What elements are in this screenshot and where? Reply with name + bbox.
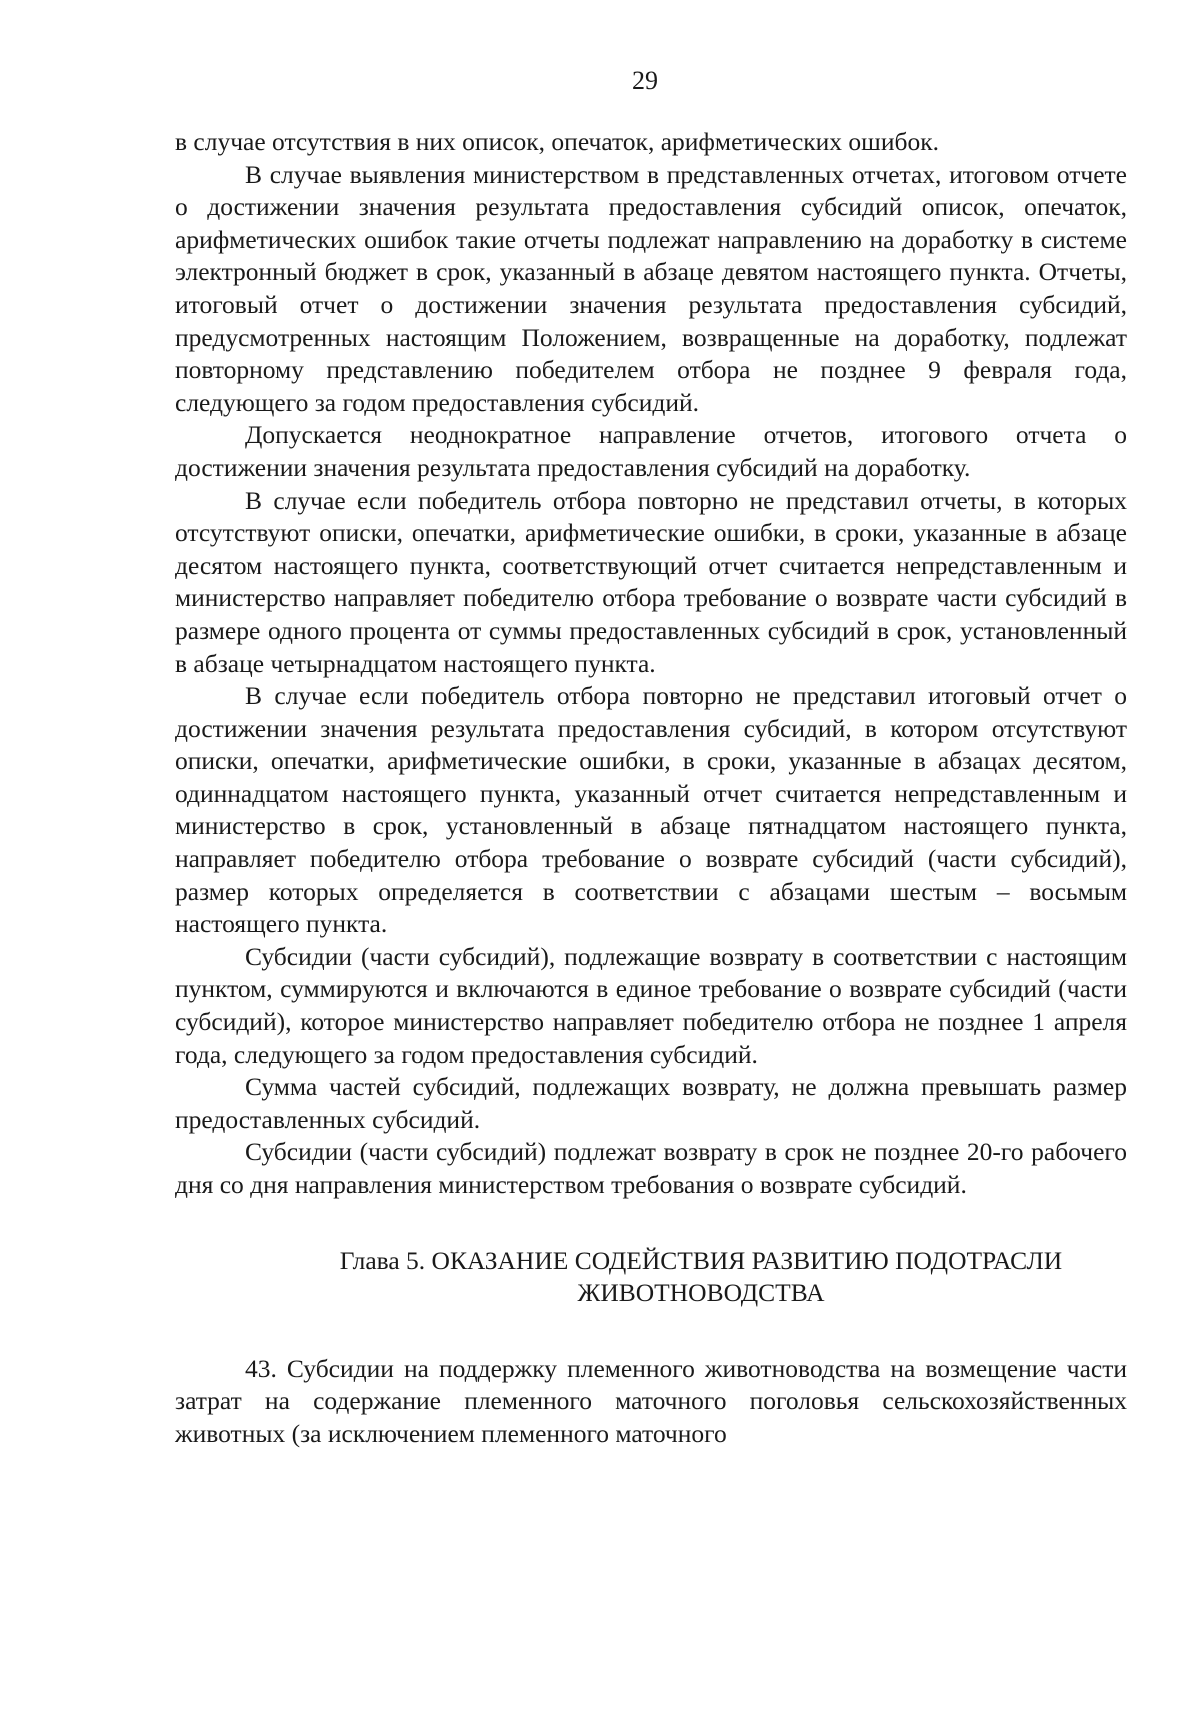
paragraph-revision-procedure: В случае выявления министерством в представленных отчетах, итоговом отчете о достижении значения результата предоставления субсидий описок, опечаток, арифметических ошибок такие отчеты подлежат направлению на доработку в системе электронный бюджет в срок, указанный в абзаце девятом настоящего пункта. Отчеты, итоговый отчет о достижении значения результата предоставления субсидий, предусмотренных настоящим Положением, возвращенные на доработку, подлежат повторному представлению победителем отбора не позднее 9 февраля года, следующего за годом предоставления субсидий.	[175, 159, 1127, 417]
chapter-title-line-2: ЖИВОТНОВОДСТВА	[577, 1278, 825, 1308]
chapter-title-line-1: Глава 5. ОКАЗАНИЕ СОДЕЙСТВИЯ РАЗВИТИЮ ПОДОТРАСЛИ	[339, 1245, 1063, 1275]
paragraph-return-limit: Сумма частей субсидий, подлежащих возврату, не должна превышать размер предоставленных субсидий.	[175, 1072, 1127, 1134]
paragraph-repeated-submission: Допускается неоднократное направление отчетов, итогового отчета о достижении значения результата предоставления субсидий на доработку.	[175, 420, 1127, 482]
chapter-title	[175, 1245, 1127, 1310]
paragraph-final-report-not-submitted: В случае если победитель отбора повторно не представил итоговый отчет о достижении значения результата предоставления субсидий, в котором отсутствуют описки, опечатки, арифметические ошибки, в сроки, указанные в абзацах десятом, одиннадцатом настоящего пункта, указанный отчет считается непредставленным и министерство в срок, установленный в абзаце пятнадцатом настоящего пункта, направляет победителю отбора требование о возврате субсидий (части субсидий), размер которых определяется в соответствии с абзацами шестым – восьмым настоящего пункта.	[175, 681, 1127, 939]
paragraph-return-deadline: Субсидии (части субсидий) подлежат возврату в срок не позднее 20-го рабочего дня со дня направления министерством требования о возврате субсидий.	[175, 1137, 1127, 1199]
paragraph-combined-demand: Субсидии (части субсидий), подлежащие возврату в соответствии с настоящим пунктом, суммируются и включаются в единое требование о возврате субсидий (части субсидий), которое министерство направляет победителю отбора не позднее 1 апреля года, следующего за годом предоставления субсидий.	[175, 941, 1127, 1069]
paragraph-section-43: 43. Субсидии на поддержку племенного животноводства на возмещение части затрат на содержание племенного маточного поголовья сельскохозяйственных животных (за исключением племенного маточного	[175, 1353, 1127, 1448]
page-number: 29	[632, 66, 658, 95]
paragraph-report-not-submitted: В случае если победитель отбора повторно не представил отчеты, в которых отсутствуют описки, опечатки, арифметические ошибки, в сроки, указанные в абзаце десятом настоящего пункта, соответствующий отчет считается непредставленным и министерство направляет победителю отбора требование о возврате части субсидий в размере одного процента от суммы предоставленных субсидий в срок, установленный в абзаце четырнадцатом настоящего пункта.	[175, 485, 1127, 678]
paragraph-continuation: в случае отсутствия в них описок, опечаток, арифметических ошибок.	[175, 127, 939, 156]
document-body	[175, 126, 1127, 1451]
